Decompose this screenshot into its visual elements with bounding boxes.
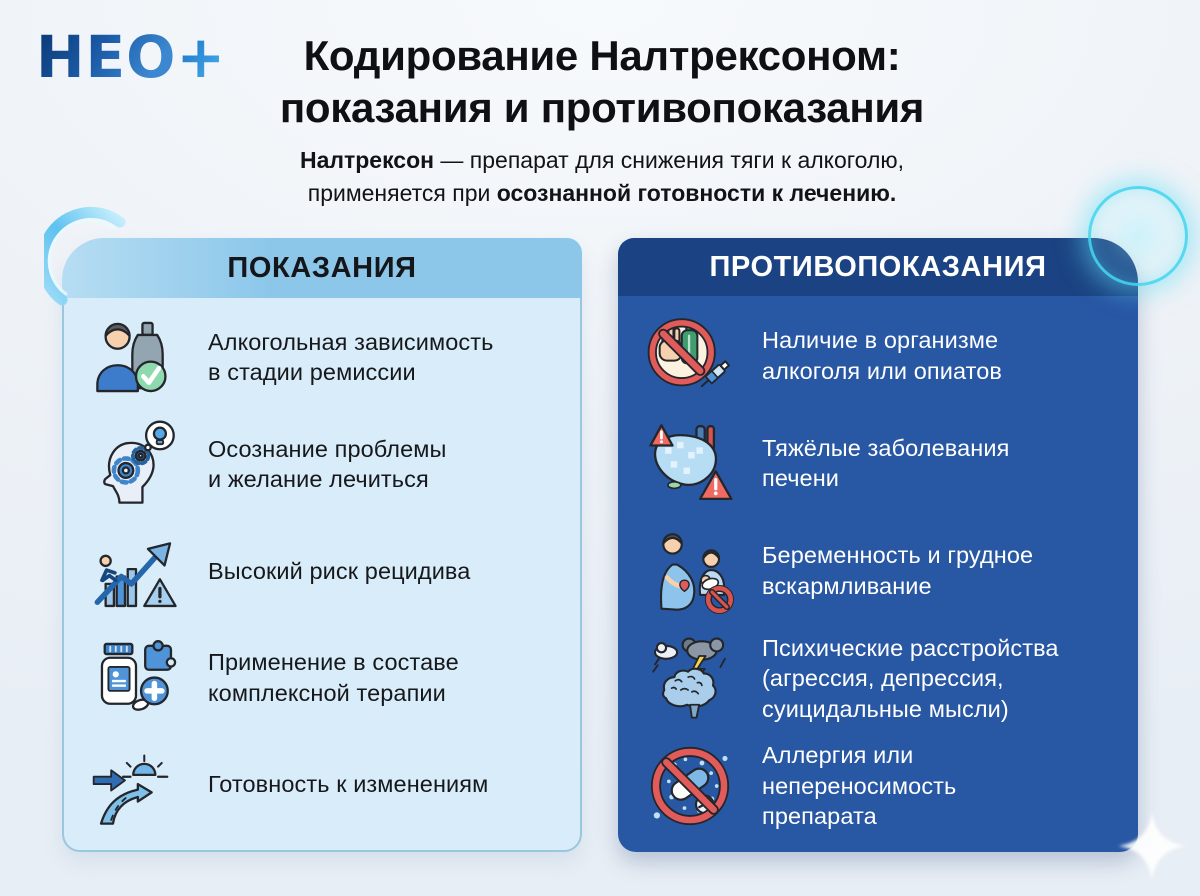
indication-row-relapse	[84, 524, 568, 618]
text-line: вскармливание	[762, 572, 932, 599]
subtitle-line-2	[222, 177, 982, 210]
contraindications-list	[618, 296, 1138, 852]
text-line: алкоголя или опиатов	[762, 357, 1002, 384]
indication-row-complex-therapy	[84, 631, 568, 725]
brain-storm-icon	[638, 632, 742, 726]
contraindication-text	[762, 633, 1059, 725]
text-line: препарата	[762, 803, 877, 830]
text-line: Аллергия или	[762, 742, 914, 769]
title-line-1: Кодирование Налтрексоном:	[303, 32, 901, 79]
person-bottle-check-icon	[84, 310, 188, 404]
text-line: в стадии ремиссии	[208, 359, 416, 386]
contraindication-row-substances	[638, 309, 1126, 403]
road-change-icon	[84, 738, 188, 832]
contraindication-text	[762, 325, 1002, 386]
contraindication-text	[762, 540, 1033, 601]
subtitle-text: — препарат для снижения тяги к алкоголю,	[434, 147, 905, 173]
no-alcohol-opiates-icon	[638, 309, 742, 403]
title-line-2: показания и противопоказания	[279, 84, 925, 132]
text-line: непереносимость	[762, 772, 957, 799]
text-line: Наличие в организме	[762, 327, 999, 354]
head-gears-icon	[84, 417, 188, 511]
text-line: Высокий риск рецидива	[208, 557, 471, 584]
neo-plus-logo	[36, 23, 227, 91]
logo-text: НЕО	[36, 23, 177, 91]
text-line: Психические расстройства	[762, 634, 1059, 661]
subtitle-line-1	[222, 144, 982, 177]
contraindications-header: ПРОТИВОПОКАЗАНИЯ	[618, 238, 1138, 296]
pregnancy-breastfeeding-icon	[638, 524, 742, 618]
indications-list	[64, 298, 580, 850]
indication-text	[208, 769, 488, 800]
contraindication-row-allergy	[638, 739, 1126, 833]
text-line: Алкогольная зависимость	[208, 328, 494, 355]
text-line: Тяжёлые заболевания	[762, 434, 1010, 461]
page-title	[222, 30, 982, 134]
liver-warning-icon	[638, 416, 742, 510]
text-line: Беременность и грудное	[762, 542, 1034, 569]
indication-text	[208, 434, 447, 495]
text-line: печени	[762, 465, 840, 492]
subtitle-text: применяется при	[307, 179, 497, 206]
logo-plus-icon: +	[176, 23, 227, 91]
indications-panel	[62, 238, 582, 852]
contraindication-text	[762, 433, 1009, 494]
text-line: Применение в составе	[208, 649, 459, 676]
text-line: суицидальные мысли)	[762, 695, 1009, 722]
contraindications-panel	[618, 238, 1138, 852]
text-line: и желание лечиться	[208, 466, 429, 493]
contraindication-row-pregnancy	[638, 524, 1126, 618]
subtitle-bold: осознанной готовности к лечению.	[496, 179, 897, 206]
no-pills-icon	[638, 739, 742, 833]
page-subtitle	[222, 144, 982, 209]
indications-header: ПОКАЗАНИЯ	[62, 238, 582, 298]
medicine-puzzle-icon	[84, 631, 188, 725]
indication-row-awareness	[84, 417, 568, 511]
contraindication-text	[762, 740, 956, 832]
subtitle-bold: Налтрексон	[299, 147, 435, 173]
text-line: Осознание проблемы	[208, 435, 447, 462]
relapse-risk-chart-icon	[84, 524, 188, 618]
contraindication-row-liver	[638, 416, 1126, 510]
contraindication-row-psychiatric	[638, 632, 1126, 726]
indication-text	[208, 647, 459, 708]
indication-text	[208, 327, 493, 388]
indication-row-readiness	[84, 738, 568, 832]
indication-text	[208, 556, 470, 587]
text-line: комплексной терапии	[208, 679, 446, 706]
text-line: Готовность к изменениям	[208, 771, 489, 798]
indication-row-remission	[84, 310, 568, 404]
text-line: (агрессия, депрессия,	[762, 665, 1004, 692]
